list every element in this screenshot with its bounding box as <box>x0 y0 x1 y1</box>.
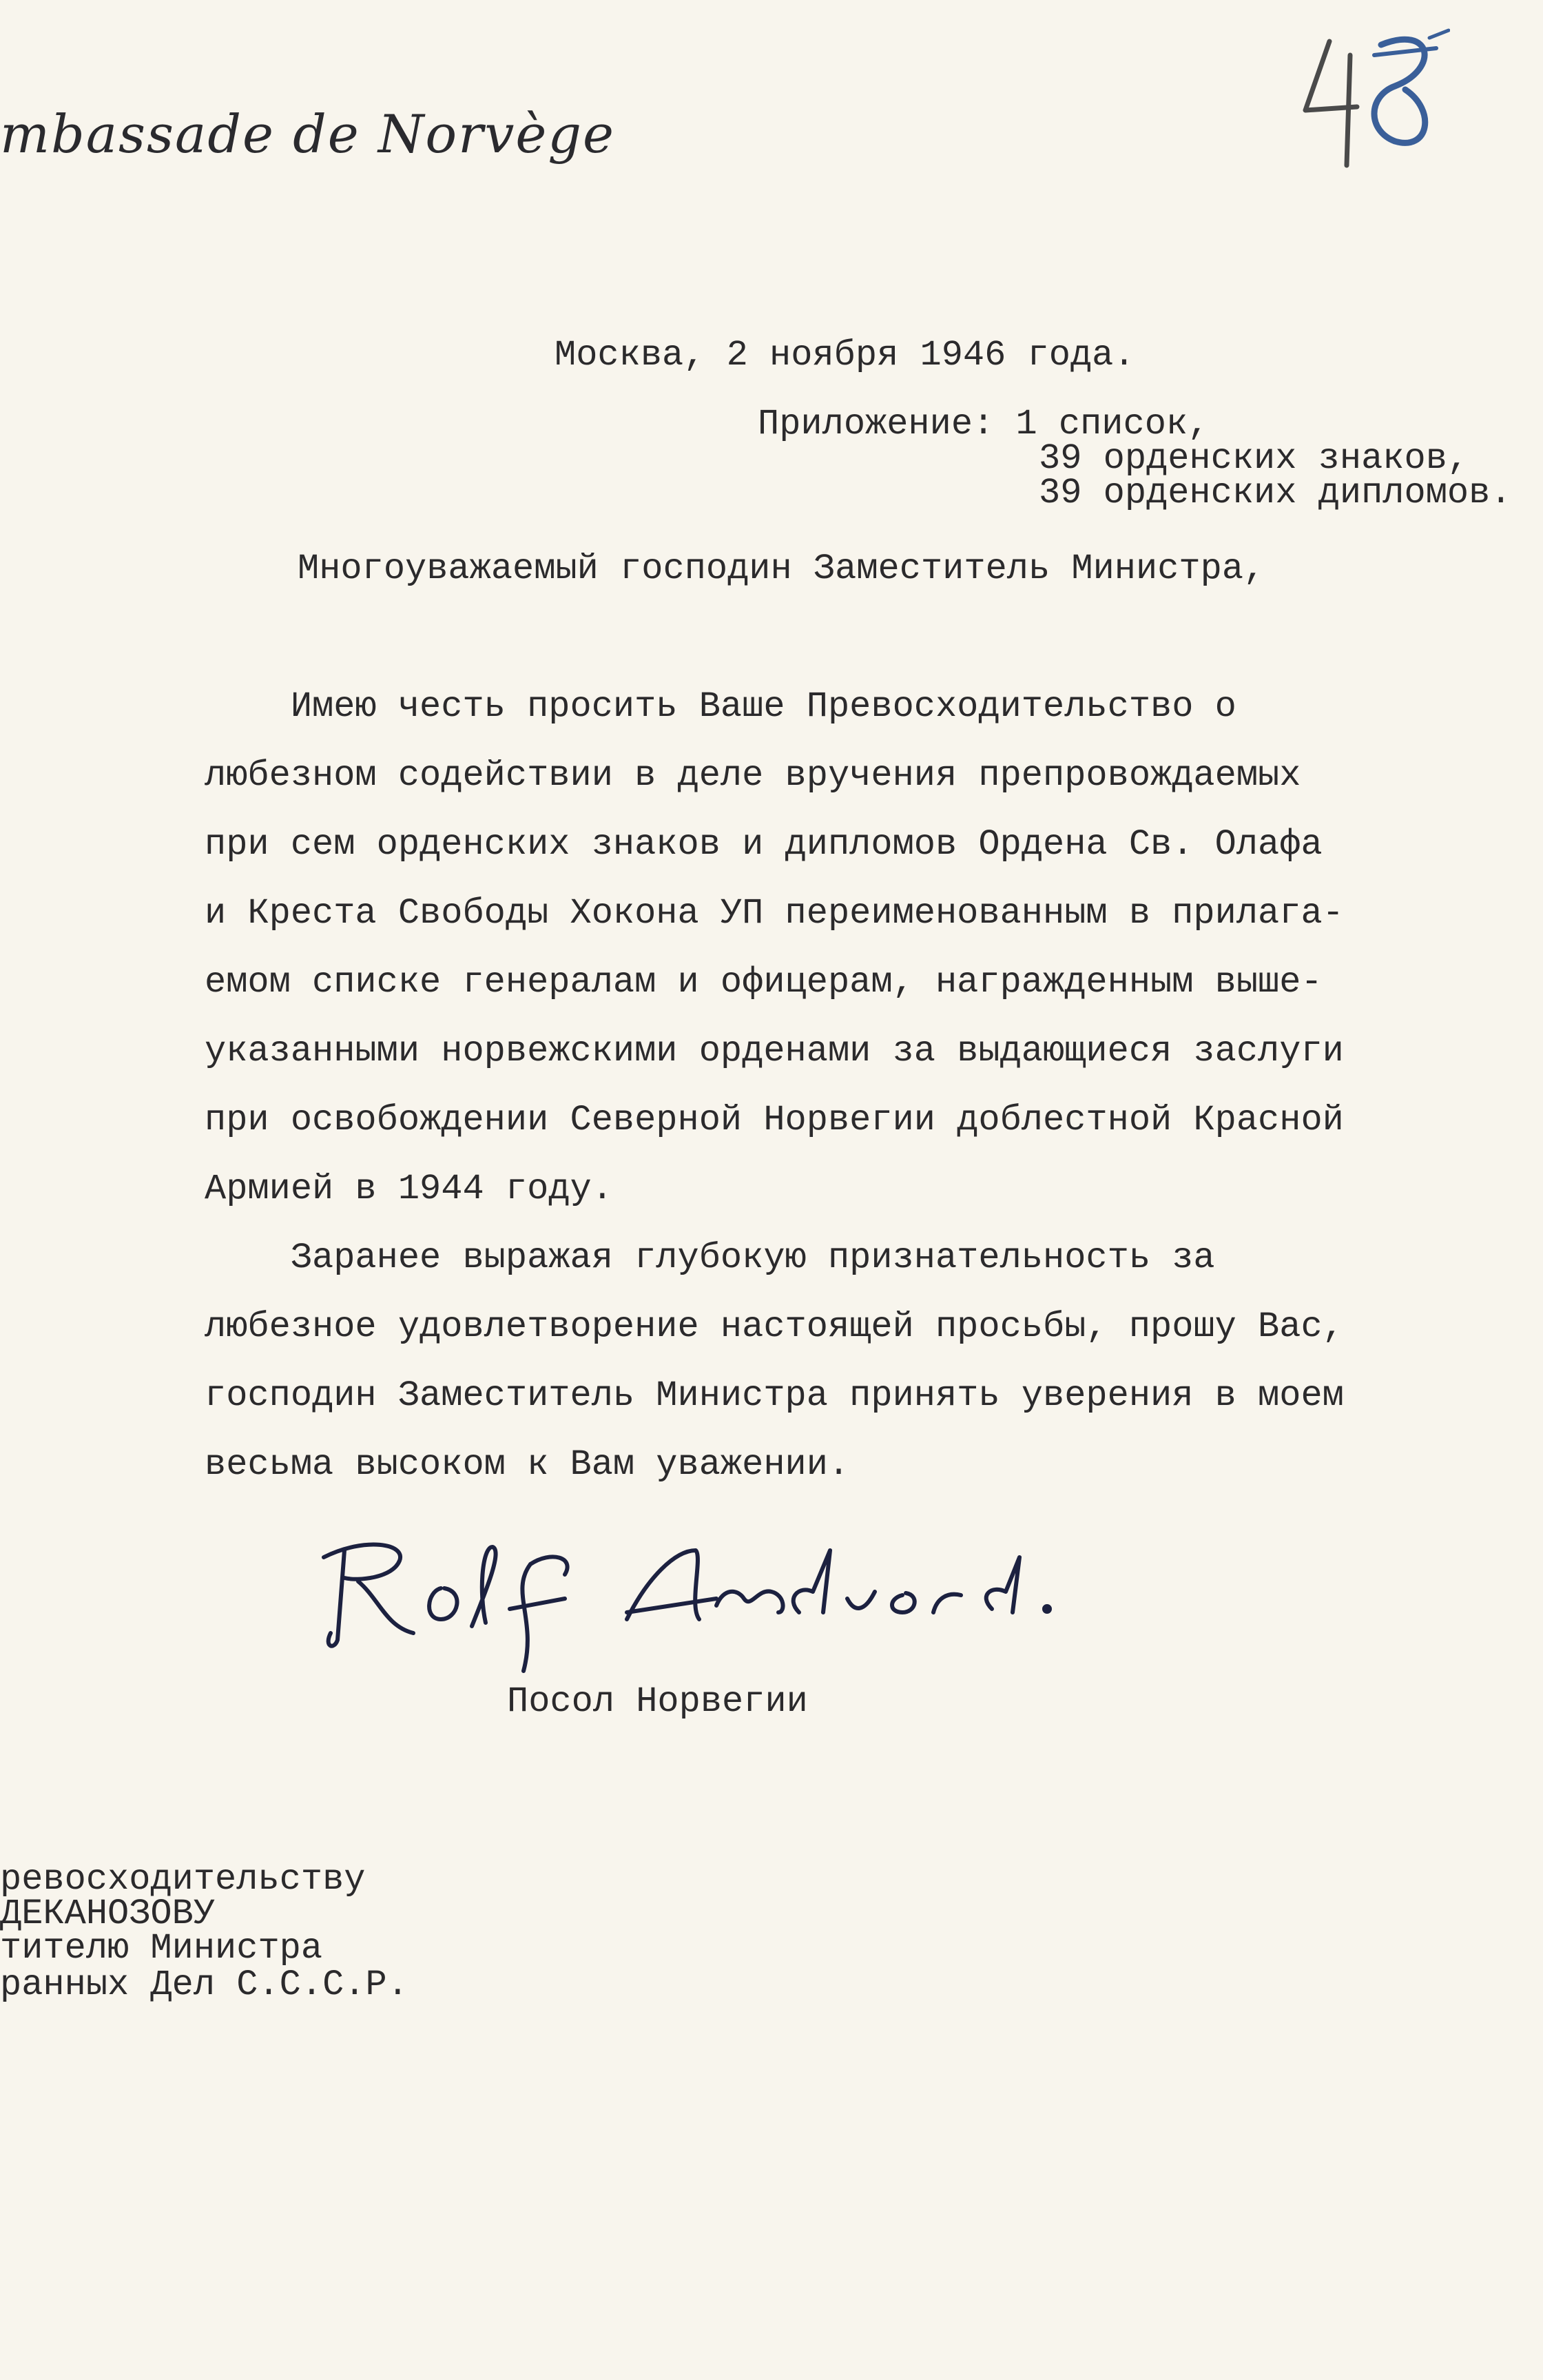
body-line: любезном содействии в деле вручения препровождаемых <box>205 755 1301 796</box>
body-line: Заранее выражая глубокую признательность за <box>205 1238 1215 1278</box>
body-line: Армией в 1944 году. <box>205 1169 613 1209</box>
body-line: при сем орденских знаков и дипломов Ордена Св. Олафа <box>205 824 1323 865</box>
body-line: и Креста Свободы Хокона УП переименованным в прилага- <box>205 893 1344 934</box>
archive-number-handwritten <box>1292 28 1450 172</box>
body-line: любезное удовлетворение настоящей просьбы, прошу Вас, <box>205 1306 1344 1347</box>
body-line: указанными норвежскими орденами за выдающиеся заслуги <box>205 1031 1344 1071</box>
attachment-label: Приложение: 1 список, <box>758 404 1210 444</box>
addressee-line: ревосходительству <box>0 1862 366 1898</box>
addressee-line: ДЕКАНОЗОВУ <box>0 1896 216 1932</box>
body-line: Имею честь просить Ваше Превосходительство о <box>205 686 1236 727</box>
signatory-title: Посол Норвегии <box>507 1681 808 1722</box>
body-line: при освобождении Северной Норвегии доблестной Красной <box>205 1100 1344 1140</box>
salutation: Многоуважаемый господин Заместитель Министра, <box>298 548 1265 589</box>
embassy-letterhead: mbassade de Norvège <box>0 103 616 165</box>
handwritten-signature <box>303 1523 1157 1674</box>
letter-date: Москва, 2 ноября 1946 года. <box>555 335 1135 376</box>
body-line: весьма высоком к Вам уважении. <box>205 1444 850 1485</box>
body-line: емом списке генералам и офицерам, награжденным выше- <box>205 962 1323 1003</box>
attachment-item: 39 орденских знаков, <box>1039 438 1469 479</box>
addressee-line: тителю Министра <box>0 1931 323 1967</box>
addressee-line: ранных Дел С.С.С.Р. <box>0 1967 408 2003</box>
body-line: господин Заместитель Министра принять уверения в моем <box>205 1375 1344 1416</box>
attachment-item: 39 орденских дипломов. <box>1039 473 1512 513</box>
